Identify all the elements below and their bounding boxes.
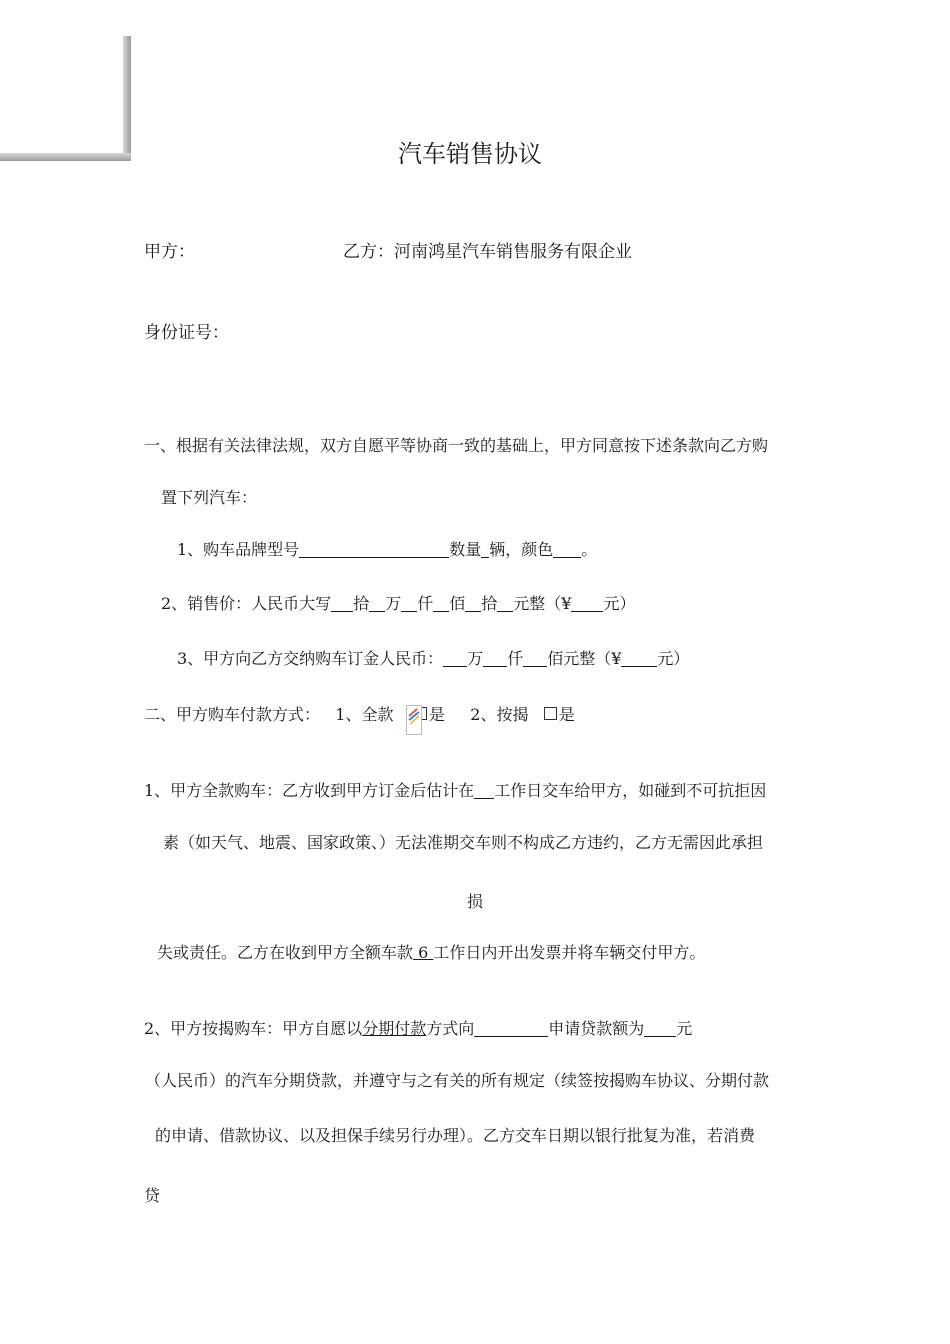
mortgage-checkbox[interactable] bbox=[544, 707, 557, 720]
id-number-label: 身份证号： bbox=[144, 323, 229, 343]
quantity-blank bbox=[481, 540, 489, 558]
loan-amount-blank bbox=[644, 1019, 676, 1037]
brand-model-blank bbox=[299, 540, 449, 558]
paragraph-1-line-1: 1、甲方全款购车：乙方收到甲方订金后估计在 工作日交车给甲方，如碰到不可抗拒因 bbox=[144, 781, 767, 800]
paragraph-2-line-3: 的申请、借款协议、以及担保手续另行办理）。乙方交车日期以银行批复为准，若消费 bbox=[155, 1126, 756, 1145]
paragraph-1-line-3: 损 bbox=[467, 892, 484, 911]
color-blank bbox=[553, 540, 581, 558]
page-corner-mark-horizontal bbox=[0, 153, 131, 161]
item-3-deposit: 3、甲方向乙方交纳购车订金人民币： 万 仟 佰元整（¥ 元） bbox=[177, 649, 690, 668]
item-1-brand-model: 1、购车品牌型号 数量 辆，颜色 。 bbox=[177, 540, 598, 559]
paragraph-1-line-2: 素（如天气、地震、国家政策、）无法准期交车则不构成乙方违约，乙方无需因此承担 bbox=[163, 833, 764, 852]
lender-blank bbox=[474, 1019, 548, 1037]
item-2-sale-price: 2、销售价：人民币大写 拾 万 仟 佰 拾 元整（¥ 元） bbox=[161, 594, 636, 613]
party-b-label: 乙方：河南鸿星汽车销售服务有限企业 bbox=[343, 242, 632, 262]
paragraph-1-line-4: 失或责任。乙方在收到甲方全额车款 6 工作日内开出发票并将车辆交付甲方。 bbox=[157, 943, 706, 962]
section-1-line-2: 置下列汽车： bbox=[161, 488, 258, 507]
section-1-line-1: 一、根据有关法律法规，双方自愿平等协商一致的基础上，甲方同意按下述条款向乙方购 bbox=[144, 436, 769, 455]
paragraph-2-line-2: （人民币）的汽车分期贷款，并遵守与之有关的所有规定（续签按揭购车协议、分期付款 bbox=[145, 1071, 770, 1090]
broken-image-icon bbox=[406, 705, 422, 735]
party-a-label: 甲方： bbox=[144, 242, 195, 262]
section-2-payment-method: 二、甲方购车付款方式： 1、全款 是 2、按揭 是 bbox=[144, 705, 575, 724]
document-title: 汽车销售协议 bbox=[398, 140, 542, 168]
paragraph-2-line-1: 2、甲方按揭购车：甲方自愿以分期付款方式向 申请贷款额为 元 bbox=[144, 1019, 693, 1038]
page-corner-mark-vertical bbox=[123, 36, 131, 160]
paragraph-2-line-4: 贷 bbox=[144, 1186, 161, 1205]
